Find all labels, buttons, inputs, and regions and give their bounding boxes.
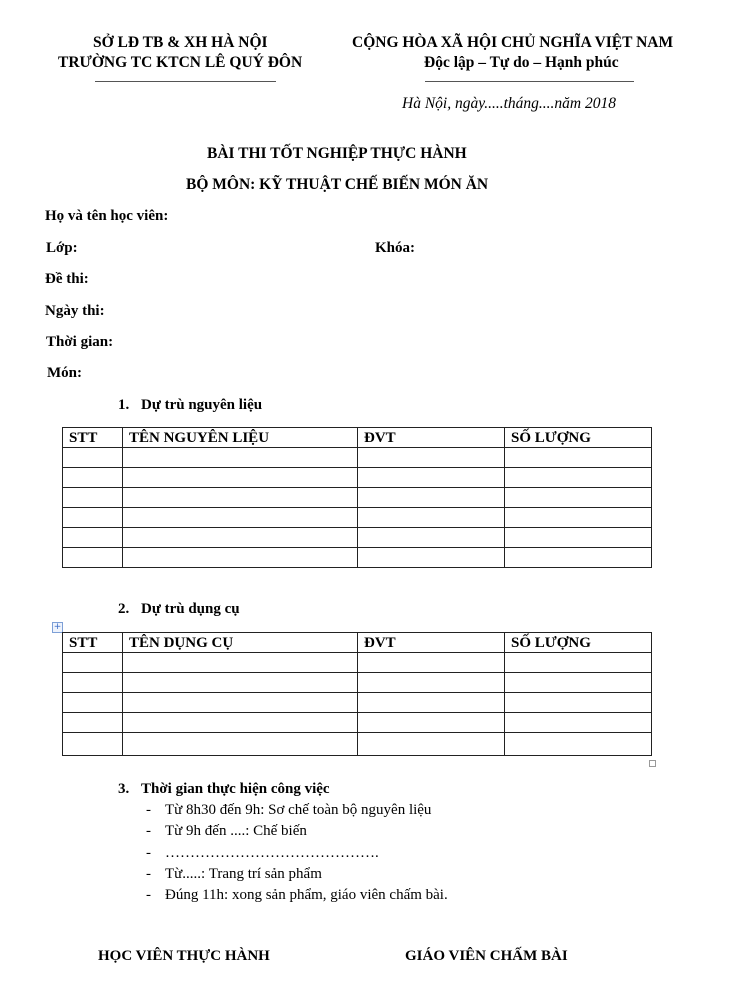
national-title: CỘNG HÒA XÃ HỘI CHỦ NGHĨA VIỆT NAM [352,34,674,51]
table-cell[interactable] [505,488,652,508]
table-header-row [63,428,652,448]
signature-teacher: GIÁO VIÊN CHẤM BÀI [405,948,568,964]
table-cell[interactable] [505,468,652,488]
table-cell[interactable] [63,673,123,693]
subject-title: BỘ MÔN: KỸ THUẬT CHẾ BIẾN MÓN ĂN [186,176,489,193]
table-cell[interactable] [505,673,652,693]
tools-table [62,632,652,756]
section2-heading: Dự trù dụng cụ [141,601,240,617]
table-cell[interactable] [505,653,652,673]
field-dish: Món: [47,365,82,381]
table-cell[interactable] [63,528,123,548]
table-row [63,713,652,733]
date-line: Hà Nội, ngày.....tháng....năm 2018 [402,95,616,112]
table-cell[interactable] [505,733,652,756]
schedule-item: Đúng 11h: xong sản phẩm, giáo viên chấm bài. [165,887,448,903]
table-cell[interactable] [358,693,505,713]
table-cell[interactable] [123,673,358,693]
table-cell[interactable] [63,548,123,568]
section1-number: 1. [118,397,130,413]
table-row [63,548,652,568]
section1-heading: Dự trù nguyên liệu [141,397,263,413]
table-resize-handle[interactable] [649,760,656,767]
schedule-item: ……………………………………. [165,845,379,861]
table-cell[interactable] [63,448,123,468]
field-student-name: Họ và tên học viên: [45,208,169,224]
field-time: Thời gian: [46,334,114,350]
table-row [63,733,652,756]
table-row [63,653,652,673]
field-class: Lớp: [46,240,78,256]
table-cell[interactable] [123,548,358,568]
ingredients-table [62,427,652,568]
table-cell[interactable] [358,508,505,528]
field-exam-date: Ngày thi: [45,303,105,319]
table-cell[interactable] [358,653,505,673]
table-cell[interactable] [505,448,652,468]
school-name: TRƯỜNG TC KTCN LÊ QUÝ ĐÔN [58,54,303,71]
table-cell[interactable] [63,653,123,673]
table-cell[interactable] [358,733,505,756]
col-header-ingredient-name: TÊN NGUYÊN LIỆU [123,428,358,448]
table-cell[interactable] [63,733,123,756]
section3-heading: Thời gian thực hiện công việc [141,781,330,797]
table-cell[interactable] [505,528,652,548]
dept-name: SỞ LĐ TB & XH HÀ NỘI [93,34,268,51]
bullet-dash: - [146,802,151,818]
table-cell[interactable] [123,653,358,673]
header-right-rule [425,81,634,82]
col-header-unit: ĐVT [358,428,505,448]
field-exam: Đề thi: [45,271,89,287]
table-cell[interactable] [63,468,123,488]
col-header-stt: STT [63,633,123,653]
table-cell[interactable] [358,673,505,693]
table-cell[interactable] [123,468,358,488]
table-cell[interactable] [505,693,652,713]
table-cell[interactable] [123,508,358,528]
schedule-item: Từ 9h đến ....: Chế biến [165,823,307,839]
bullet-dash: - [146,845,151,861]
col-header-quantity: SỐ LƯỢNG [505,633,652,653]
table-row [63,508,652,528]
table-header-row [63,633,652,653]
table-cell[interactable] [123,448,358,468]
bullet-dash: - [146,823,151,839]
schedule-item: Từ.....: Trang trí sản phẩm [165,866,322,882]
table-cell[interactable] [123,733,358,756]
bullet-dash: - [146,866,151,882]
table-cell[interactable] [63,488,123,508]
table-cell[interactable] [123,713,358,733]
table-cell[interactable] [123,528,358,548]
table-cell[interactable] [358,468,505,488]
table-cell[interactable] [123,488,358,508]
table-cell[interactable] [123,693,358,713]
table-cell[interactable] [358,713,505,733]
table-row [63,528,652,548]
col-header-tool-name: TÊN DỤNG CỤ [123,633,358,653]
section3-number: 3. [118,781,130,797]
schedule-item: Từ 8h30 đến 9h: Sơ chế toàn bộ nguyên liệu [165,802,432,818]
col-header-quantity: SỐ LƯỢNG [505,428,652,448]
table-row [63,673,652,693]
table-cell[interactable] [505,548,652,568]
table-cell[interactable] [358,488,505,508]
national-motto: Độc lập – Tự do – Hạnh phúc [424,54,619,71]
col-header-stt: STT [63,428,123,448]
table-row [63,693,652,713]
table-move-handle-icon[interactable]: + [53,622,62,632]
table-cell[interactable] [63,508,123,528]
table-cell[interactable] [358,548,505,568]
table-row [63,488,652,508]
signature-student: HỌC VIÊN THỰC HÀNH [98,948,270,964]
table-cell[interactable] [358,448,505,468]
exam-title: BÀI THI TỐT NGHIỆP THỰC HÀNH [207,145,467,162]
table-cell[interactable] [63,713,123,733]
table-row [63,468,652,488]
col-header-unit: ĐVT [358,633,505,653]
bullet-dash: - [146,887,151,903]
table-cell[interactable] [358,528,505,548]
header-left-rule [95,81,276,82]
field-course: Khóa: [375,240,416,256]
section2-number: 2. [118,601,130,617]
table-cell[interactable] [505,713,652,733]
table-cell[interactable] [63,693,123,713]
table-cell[interactable] [505,508,652,528]
table-row [63,448,652,468]
